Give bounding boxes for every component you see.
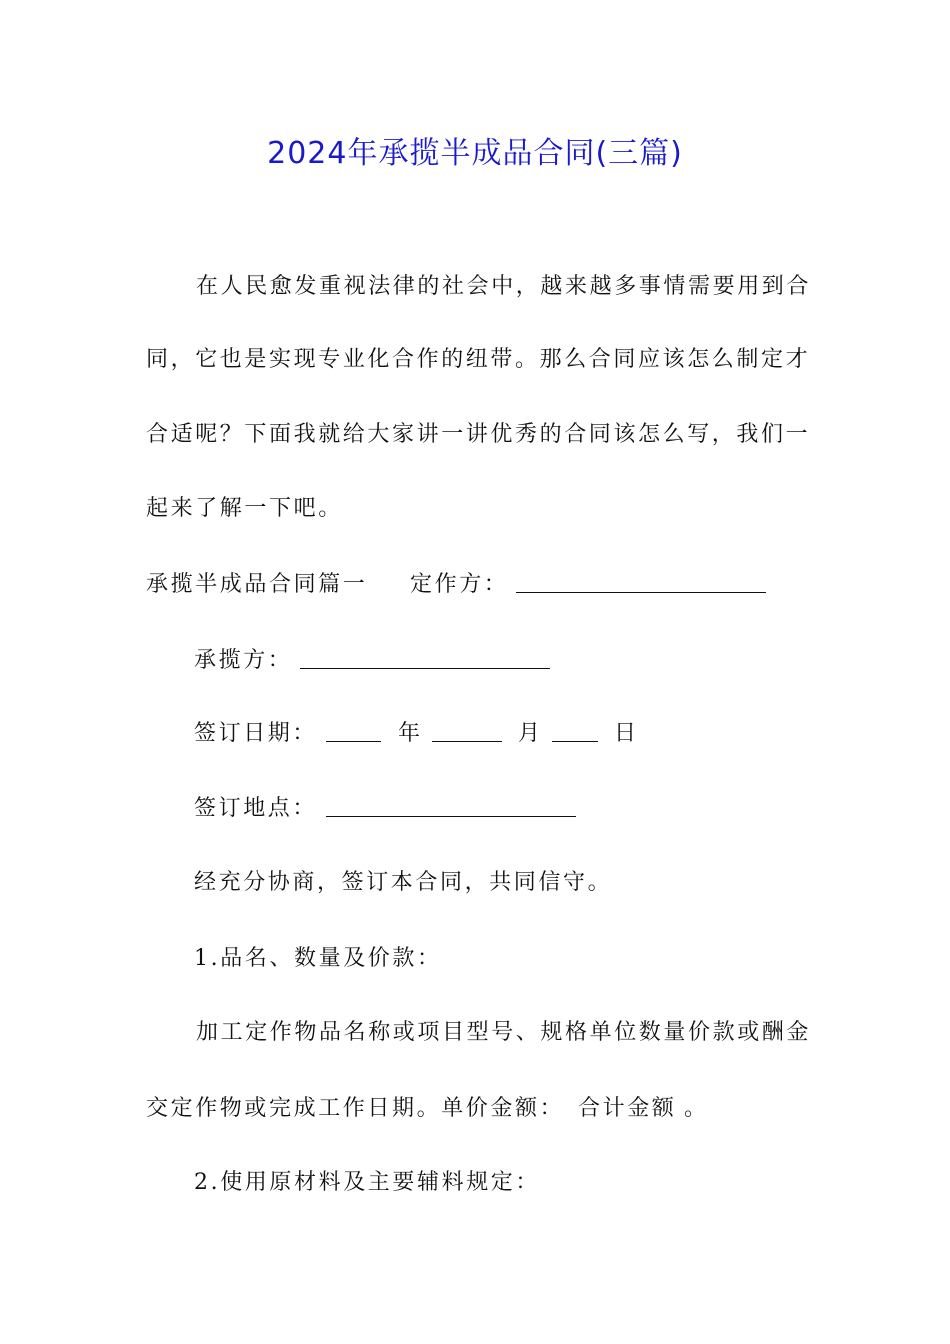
chenglan-label: 承揽方： [194, 648, 293, 673]
item2-heading: 2.使用原材料及主要辅料规定： [194, 1170, 540, 1195]
item1-period: 。 [684, 1096, 709, 1121]
item1-heading: 1.品名、数量及价款： [194, 946, 442, 971]
dingzuo-blank [516, 570, 766, 602]
year-label: 年 [398, 721, 423, 746]
month-label: 月 [518, 721, 543, 746]
item1-line-2: 交定作物或完成工作日期。单价金额： [146, 1096, 565, 1121]
total-amount-label: 合计金额 [578, 1096, 677, 1121]
intro-line-4: 起来了解一下吧。 [146, 496, 343, 521]
dingzuo-label: 定作方： [410, 572, 509, 597]
document-title: 2024年承揽半成品合同(三篇) [267, 136, 683, 171]
item1-line-1: 加工定作物品名称或项目型号、规格单位数量价款或酬金 [196, 1020, 812, 1045]
intro-line-2: 同，它也是实现专业化合作的纽带。那么合同应该怎么制定才 [146, 347, 811, 372]
agreement-statement: 经充分协商，签订本合同，共同信守。 [194, 870, 613, 895]
year-blank [326, 719, 381, 751]
day-blank [552, 719, 598, 751]
section1-heading: 承揽半成品合同篇一 [146, 572, 368, 597]
place-label: 签订地点： [194, 796, 318, 821]
intro-line-1: 在人民愈发重视法律的社会中，越来越多事情需要用到合 [196, 274, 812, 299]
date-label: 签订日期： [194, 721, 318, 746]
chenglan-blank [300, 646, 550, 678]
intro-line-3: 合适呢？下面我就给大家讲一讲优秀的合同该怎么写，我们一 [146, 422, 811, 447]
month-blank [432, 719, 502, 751]
place-blank [326, 794, 576, 826]
day-label: 日 [614, 721, 639, 746]
